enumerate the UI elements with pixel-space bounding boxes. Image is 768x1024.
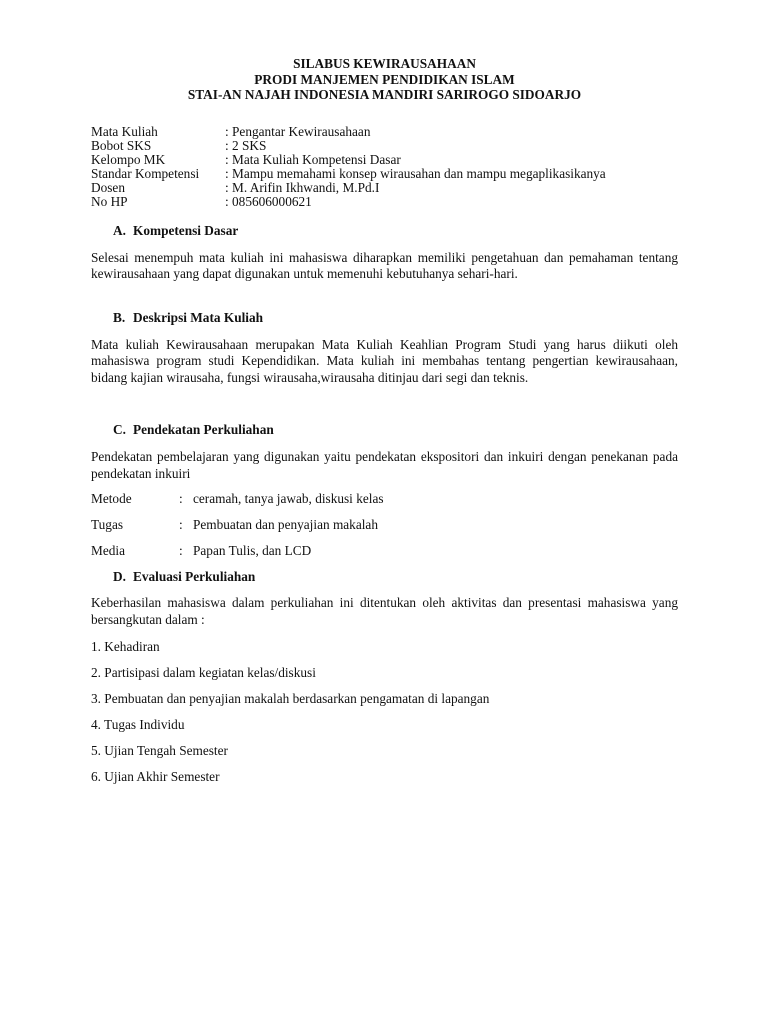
course-info-row [91,167,678,181]
approach-item-separator: : [179,543,183,558]
section-title: Deskripsi Mata Kuliah [133,309,264,325]
approach-item-separator: : [179,491,183,506]
approach-item-value: ceramah, tanya jawab, diskusi kelas [193,491,384,506]
approach-item [91,491,678,506]
list-item: 3. Pembuatan dan penyajian makalah berdasarkan pengamatan di lapangan [91,691,490,706]
section-d-text: Keberhasilan mahasiswa dalam perkuliahan ini ditentukan oleh aktivitas dan presentasi mahasiswa yang bersangkutan dalam : [91,595,678,627]
course-info-value: : Pengantar Kewirausahaan [225,123,371,139]
section-a-heading [113,223,678,238]
approach-item-value: Papan Tulis, dan LCD [193,543,312,558]
course-info-key: Dosen [91,179,125,195]
program-title: PRODI MANJEMEN PENDIDIKAN ISLAM [254,71,515,87]
approach-item [91,543,678,558]
course-info-value: : Mampu memahami konsep wirausahan dan mampu megaplikasikanya [225,165,606,181]
section-b-heading [113,310,678,325]
list-item: 6. Ujian Akhir Semester [91,769,220,784]
section-letter: B. [113,309,126,325]
course-info-key: Mata Kuliah [91,123,158,139]
list-item: 4. Tugas Individu [91,717,185,732]
institution-title: STAI-AN NAJAH INDONESIA MANDIRI SARIROGO SIDOARJO [187,87,582,102]
syllabus-title: SILABUS KEWIRAUSAHAAN [293,56,476,71]
course-info-value: : Mata Kuliah Kompetensi Dasar [225,151,401,167]
course-info-row [91,195,678,209]
section-b-text: Mata kuliah Kewirausahaan merupakan Mata Kuliah Keahlian Program Studi yang harus diikuti oleh mahasiswa program studi Kependidikan. Mata kuliah ini membahas tentang pengertian kewirausahaan, bidang kajian wirausaha, fungsi wirausaha,wirausaha ditinjau dari segi dan teknis. [91,336,678,385]
course-info [91,125,678,209]
section-letter: C. [113,422,126,437]
list-item: 1. Kehadiran [91,639,160,654]
section-letter: D. [113,569,126,584]
section-c-heading [113,422,678,437]
approach-item-value: Pembuatan dan penyajian makalah [193,517,378,532]
course-info-row [91,153,678,167]
section-title: Pendekatan Perkuliahan [133,422,274,437]
section-a-text: Selesai menempuh mata kuliah ini mahasiswa diharapkan memiliki pengetahuan dan pemahaman tentang kewirausahaan yang dapat digunakan untuk memenuhi kebutuhanya sehari-hari. [91,249,678,281]
course-info-row [91,125,678,139]
list-item: 5. Ujian Tengah Semester [91,743,228,758]
document-header [91,56,678,103]
approach-item-separator: : [179,517,183,532]
section-title: Evaluasi Perkuliahan [133,569,256,584]
section-c-text: Pendekatan pembelajaran yang digunakan yaitu pendekatan ekspositori dan inkuiri dengan penekanan pada pendekatan inkuiri [91,449,678,481]
course-info-row [91,181,678,195]
section-letter: A. [113,222,126,238]
section-d-heading [113,569,678,584]
course-info-key: No HP [91,193,128,209]
document-page [91,56,678,784]
course-info-value: : 085606000621 [225,193,312,209]
course-info-key: Bobot SKS [91,137,152,153]
approach-item-key: Metode [91,491,132,506]
approach-item-key: Tugas [91,517,124,532]
course-info-value: : M. Arifin Ikhwandi, M.Pd.I [225,179,380,195]
course-info-row [91,139,678,153]
course-info-key: Standar Kompetensi [91,165,200,181]
section-title: Kompetensi Dasar [133,222,239,238]
course-info-key: Kelompo MK [91,151,166,167]
list-item: 2. Partisipasi dalam kegiatan kelas/diskusi [91,665,316,680]
approach-item [91,517,678,532]
approach-item-key: Media [91,543,125,558]
course-info-value: : 2 SKS [225,137,267,153]
